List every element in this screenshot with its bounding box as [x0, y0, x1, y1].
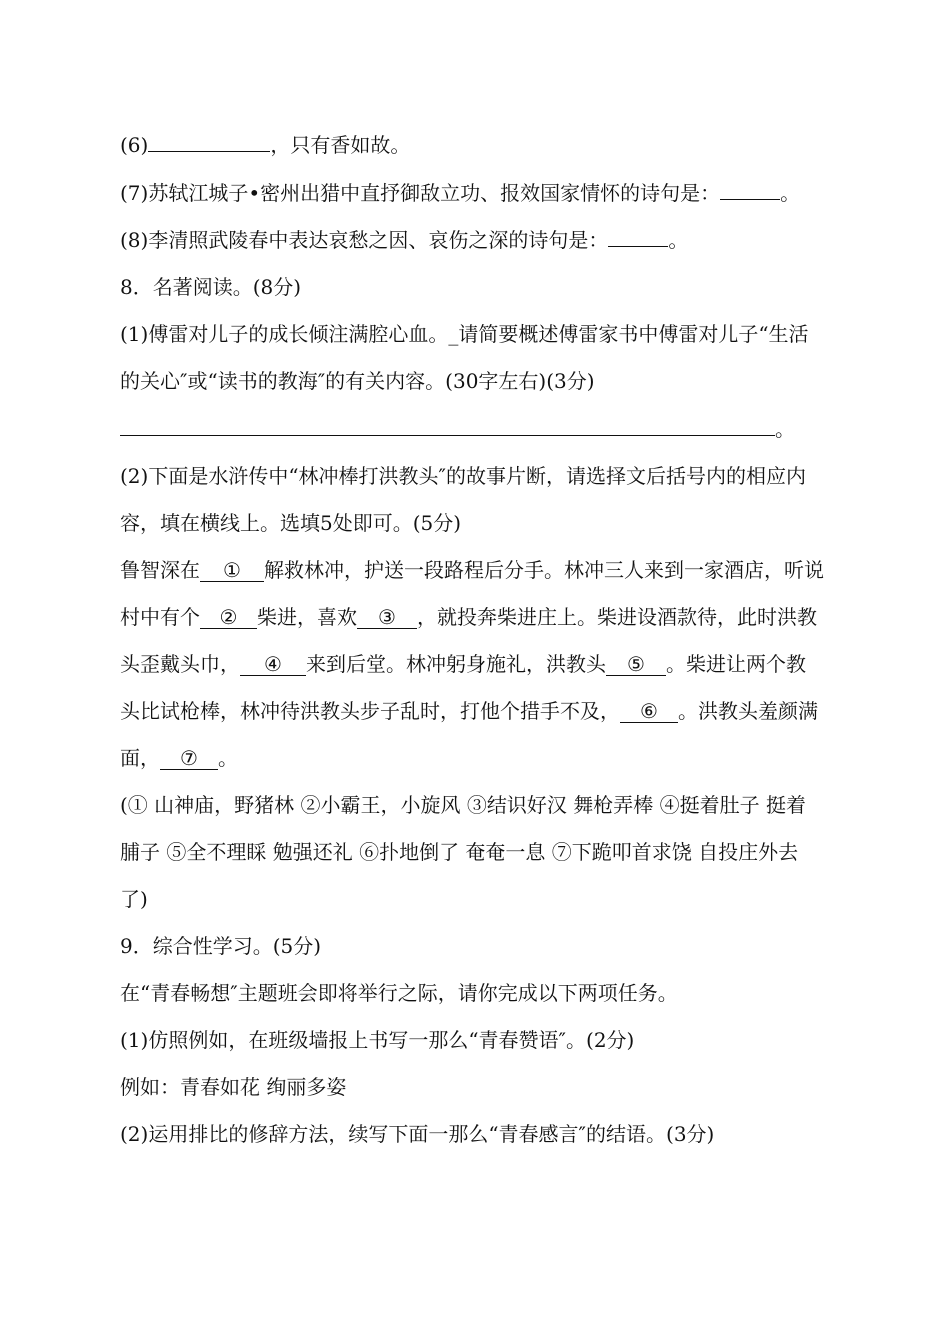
passage-text: 面， [120, 746, 160, 770]
passage-line-1 [120, 556, 840, 584]
passage-line-5 [120, 744, 840, 772]
q8-part1-line2: 的关心″或“读书的教海″的有关内容。(30字左右)(3分) [120, 369, 595, 393]
options-line-2: 脯子 ⑤全不理睬 勉强还礼 ⑥扑地倒了 奄奄一息 ⑦下跪叩首求饶 自投庄外去 [120, 840, 799, 864]
answer-blank-6[interactable] [148, 131, 270, 152]
answer-blank-7[interactable] [720, 179, 780, 200]
q8-part1-answer-line [120, 415, 840, 443]
q8-part1-line1: (1)傅雷对儿子的成长倾注满腔心血。_请简要概述傅雷家书中傅雷对儿子“生活 [120, 322, 809, 346]
answer-blank-5[interactable]: ⑤ [606, 653, 666, 676]
q9-part1: (1)仿照例如，在班级墙报上书写一那么“青春赞语″。(2分) [120, 1028, 635, 1052]
question-9-intro: 在“青春畅想″主题班会即将举行之际，请你完成以下两项任务。 [120, 981, 678, 1005]
answer-blank-4[interactable]: ④ [240, 653, 306, 676]
answer-blank-8[interactable] [608, 226, 668, 247]
passage-line-3 [120, 650, 840, 678]
item-6-text: ，只有香如故。 [270, 133, 411, 157]
passage-text: 。 [218, 746, 238, 770]
passage-text: ，就投奔柴进庄上。柴进设酒款待，此时洪教 [417, 605, 817, 629]
passage-text: 鲁智深在 [120, 558, 200, 582]
passage-text: 来到后堂。林冲躬身施礼，洪教头 [306, 652, 606, 676]
answer-blank-3[interactable]: ③ [357, 606, 417, 629]
passage-text: 。柴进让两个教 [666, 652, 806, 676]
item-7-end: 。 [780, 181, 801, 205]
q8-part1-end: 。 [775, 417, 795, 441]
item-8-end: 。 [668, 228, 689, 252]
question-8-title: 8．名著阅读。(8分) [120, 275, 302, 299]
item-8-poem [120, 226, 840, 254]
passage-text: 村中有个 [120, 605, 200, 629]
answer-blank-2[interactable]: ② [200, 606, 257, 629]
passage-text: 头歪戴头巾， [120, 652, 240, 676]
passage-text: 头比试枪棒，林冲待洪教头步子乱时，打他个措手不及， [120, 699, 620, 723]
answer-blank-7-story[interactable]: ⑦ [160, 747, 218, 770]
item-6-number: (6) [120, 133, 149, 157]
answer-blank-6-story[interactable]: ⑥ [620, 700, 678, 723]
q8-part2-line1: (2)下面是水浒传中“林冲棒打洪教头″的故事片断，请选择文后括号内的相应内 [120, 464, 807, 488]
item-8-poem-text: (8)李清照武陵春中表达哀愁之因、哀伤之深的诗句是： [120, 228, 609, 252]
item-7-text: (7)苏轼江城子•密州出猎中直抒御敌立功、报效国家情怀的诗句是： [120, 181, 721, 205]
item-6 [120, 131, 840, 159]
q8-part2-line2: 容，填在横线上。选填5处即可。(5分) [120, 511, 462, 535]
question-9-title: 9．综合性学习。(5分) [120, 934, 322, 958]
answer-blank-q8-1[interactable] [120, 415, 775, 436]
answer-blank-1[interactable]: ① [200, 559, 264, 582]
passage-text: 。洪教头羞颜满 [678, 699, 818, 723]
q9-example: 例如：青春如花 绚丽多姿 [120, 1075, 347, 1099]
passage-text: 解救林冲，护送一段路程后分手。林冲三人来到一家酒店，听说 [264, 558, 824, 582]
passage-line-4 [120, 697, 840, 725]
options-line-1: (① 山神庙，野猪林 ②小霸王，小旋风 ③结识好汉 舞枪弄棒 ④挺着肚子 挺着 [120, 793, 806, 817]
q9-part2: (2)运用排比的修辞方法，续写下面一那么“青春感言″的结语。(3分) [120, 1122, 715, 1146]
item-7 [120, 179, 840, 207]
passage-text: 柴进，喜欢 [257, 605, 357, 629]
passage-line-2 [120, 603, 840, 631]
options-line-3: 了) [120, 887, 148, 911]
